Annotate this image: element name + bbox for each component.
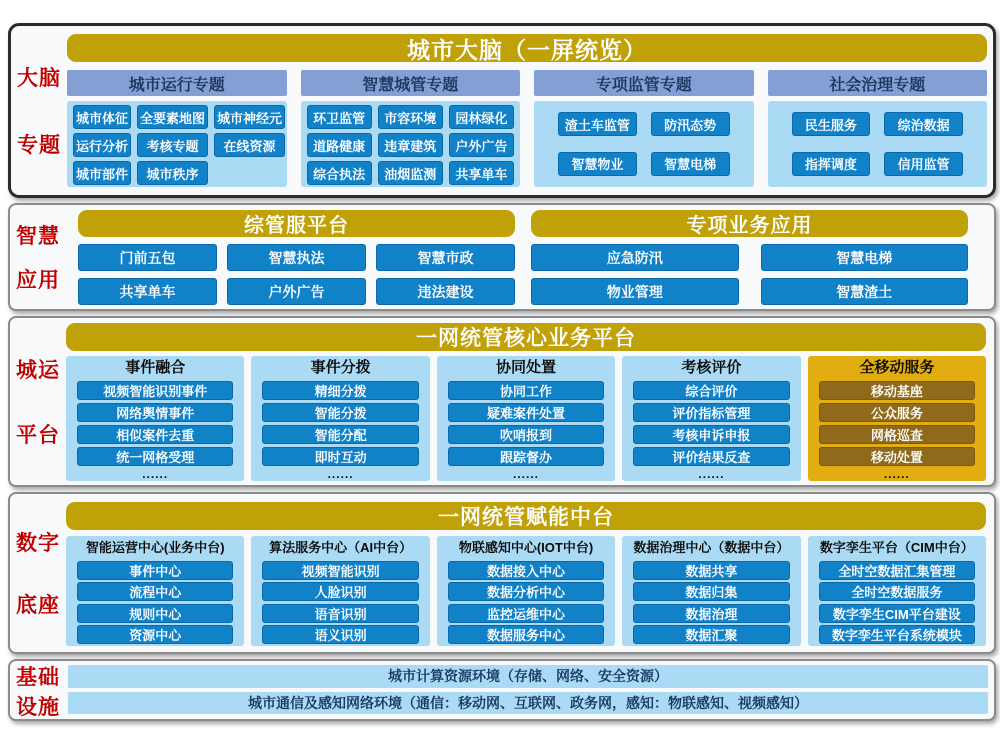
ops-column bbox=[66, 356, 244, 481]
digital-column-header: 数据治理中心（数据中台） bbox=[633, 540, 790, 555]
topic-column-header: 专项监管专题 bbox=[534, 70, 754, 96]
ops-button[interactable]: 评价指标管理 bbox=[633, 403, 789, 422]
more-items-dots: ...... bbox=[513, 467, 540, 481]
section-label-line: 大脑 bbox=[17, 67, 61, 91]
label-smart-apps bbox=[10, 205, 66, 309]
app-group bbox=[78, 210, 515, 305]
topic-button-panel bbox=[768, 101, 988, 187]
topic-button[interactable]: 共享单车 bbox=[449, 161, 514, 185]
digital-column-header: 数字孪生平台（CIM中台） bbox=[819, 540, 974, 555]
app-button-grid bbox=[78, 244, 515, 305]
topic-button[interactable]: 油烟监测 bbox=[378, 161, 443, 185]
digital-columns bbox=[66, 536, 986, 646]
ops-button[interactable]: 考核申诉申报 bbox=[633, 425, 789, 444]
topic-column bbox=[768, 70, 988, 187]
city-ops-title-bar: 一网统管核心业务平台 bbox=[66, 323, 986, 351]
digital-button[interactable]: 数据共享 bbox=[633, 561, 789, 580]
section-label-line: 智慧 bbox=[16, 224, 60, 248]
digital-button[interactable]: 数据接入中心 bbox=[448, 561, 604, 580]
digital-column bbox=[437, 536, 615, 646]
ops-column bbox=[251, 356, 429, 481]
topic-button[interactable]: 违章建筑 bbox=[378, 133, 443, 157]
topic-button[interactable]: 城市神经元 bbox=[214, 105, 285, 129]
digital-column bbox=[66, 536, 244, 646]
ops-column-header: 协同处置 bbox=[496, 359, 557, 376]
ops-button[interactable]: 网络舆情事件 bbox=[77, 403, 233, 422]
topic-button-panel bbox=[534, 101, 754, 187]
app-button[interactable]: 物业管理 bbox=[531, 278, 739, 305]
section-digital-base bbox=[8, 492, 996, 654]
app-group-title-bar: 专项业务应用 bbox=[531, 210, 968, 237]
section-label-line: 专题 bbox=[17, 133, 61, 157]
topic-button[interactable]: 全要素地图 bbox=[137, 105, 208, 129]
topic-column-header: 城市运行专题 bbox=[67, 70, 287, 96]
ops-button[interactable]: 精细分拨 bbox=[262, 381, 418, 400]
digital-button-list bbox=[77, 558, 233, 643]
app-button[interactable]: 共享单车 bbox=[78, 278, 217, 305]
more-items-dots: ...... bbox=[327, 467, 354, 481]
digital-base-body bbox=[66, 494, 994, 652]
digital-column bbox=[622, 536, 800, 646]
digital-column-header: 物联感知中心(IOT中台) bbox=[458, 540, 594, 555]
app-button[interactable]: 智慧渣土 bbox=[761, 278, 969, 305]
app-button[interactable]: 智慧电梯 bbox=[761, 244, 969, 271]
digital-button[interactable]: 视频智能识别 bbox=[262, 561, 418, 580]
topic-button[interactable]: 信用监管 bbox=[884, 152, 963, 176]
ops-column-header: 考核评价 bbox=[681, 359, 742, 376]
topic-button[interactable]: 在线资源 bbox=[214, 133, 285, 157]
digital-button[interactable]: 事件中心 bbox=[77, 561, 233, 580]
ops-column-header: 全移动服务 bbox=[859, 359, 935, 376]
topic-button[interactable]: 民生服务 bbox=[792, 112, 871, 136]
ops-button[interactable]: 智能分拨 bbox=[262, 403, 418, 422]
topic-button[interactable]: 综合执法 bbox=[307, 161, 372, 185]
city-brain-body bbox=[67, 26, 993, 195]
label-infrastructure bbox=[10, 661, 66, 719]
topic-column bbox=[67, 70, 287, 187]
digital-button[interactable]: 监控运维中心 bbox=[448, 604, 604, 623]
more-items-dots: ...... bbox=[698, 467, 725, 481]
digital-button[interactable]: 规则中心 bbox=[77, 604, 233, 623]
ops-button[interactable]: 智能分配 bbox=[262, 425, 418, 444]
ops-columns bbox=[66, 356, 986, 481]
topic-column-header: 智慧城管专题 bbox=[301, 70, 521, 96]
topic-button[interactable]: 城市体征 bbox=[73, 105, 131, 129]
ops-button[interactable]: 综合评价 bbox=[633, 381, 789, 400]
digital-button[interactable]: 流程中心 bbox=[77, 582, 233, 601]
topic-button[interactable]: 智慧电梯 bbox=[651, 152, 730, 176]
digital-button[interactable]: 语音识别 bbox=[262, 604, 418, 623]
more-items-dots: ...... bbox=[883, 467, 910, 481]
app-button[interactable]: 违法建设 bbox=[376, 278, 515, 305]
digital-button-list bbox=[262, 558, 418, 643]
ops-button-list bbox=[819, 378, 975, 468]
digital-button[interactable]: 数据汇聚 bbox=[633, 625, 789, 644]
section-label-line: 设施 bbox=[16, 696, 60, 719]
ops-button[interactable]: 视频智能识别事件 bbox=[77, 381, 233, 400]
infrastructure-body bbox=[66, 661, 994, 719]
section-label-line: 城运 bbox=[16, 358, 60, 382]
app-button[interactable]: 智慧执法 bbox=[227, 244, 366, 271]
ops-button-list bbox=[448, 378, 604, 468]
ops-button[interactable]: 统一网格受理 bbox=[77, 447, 233, 466]
topic-button[interactable]: 渣土车监管 bbox=[558, 112, 637, 136]
section-label-line: 数字 bbox=[16, 531, 60, 555]
ops-button[interactable]: 评价结果反查 bbox=[633, 447, 789, 466]
city-brain-title-bar: 城市大脑（一屏统览） bbox=[67, 34, 987, 62]
app-group-title-bar: 综管服平台 bbox=[78, 210, 515, 237]
digital-button[interactable]: 数字孪生CIM平台建设 bbox=[819, 604, 975, 623]
section-infrastructure bbox=[8, 659, 996, 721]
ops-button[interactable]: 移动处置 bbox=[819, 447, 975, 466]
topic-button[interactable]: 城市秩序 bbox=[137, 161, 208, 185]
topic-button[interactable]: 运行分析 bbox=[73, 133, 131, 157]
smart-apps-body bbox=[66, 205, 994, 309]
topic-button-panel bbox=[67, 101, 287, 187]
infrastructure-bar: 城市通信及感知网络环境（通信：移动网、互联网、政务网，感知：物联感知、视频感知） bbox=[68, 692, 988, 715]
digital-button[interactable]: 数据分析中心 bbox=[448, 582, 604, 601]
ops-button-list bbox=[633, 378, 789, 468]
topic-button-panel bbox=[301, 101, 521, 187]
ops-button[interactable]: 协同工作 bbox=[448, 381, 604, 400]
topic-button[interactable]: 综治数据 bbox=[884, 112, 963, 136]
topic-button[interactable]: 考核专题 bbox=[137, 133, 208, 157]
section-smart-apps bbox=[8, 203, 996, 311]
digital-button[interactable]: 数据服务中心 bbox=[448, 625, 604, 644]
ops-column bbox=[622, 356, 800, 481]
topic-column bbox=[301, 70, 521, 187]
topic-column bbox=[534, 70, 754, 187]
app-button[interactable]: 智慧市政 bbox=[376, 244, 515, 271]
topic-button[interactable]: 环卫监管 bbox=[307, 105, 372, 129]
section-label-line: 底座 bbox=[16, 594, 60, 618]
digital-button[interactable]: 全时空数据汇集管理 bbox=[819, 561, 975, 580]
digital-column bbox=[808, 536, 986, 646]
topic-button[interactable]: 户外广告 bbox=[449, 133, 514, 157]
topic-button[interactable]: 道路健康 bbox=[307, 133, 372, 157]
digital-button-list bbox=[448, 558, 604, 643]
label-city-ops bbox=[10, 318, 66, 485]
digital-button-list bbox=[819, 558, 975, 643]
topic-column-header: 社会治理专题 bbox=[768, 70, 988, 96]
ops-column-header: 事件分拨 bbox=[310, 359, 371, 376]
digital-column-header: 算法服务中心（AI中台） bbox=[269, 540, 413, 555]
topic-button[interactable]: 智慧物业 bbox=[558, 152, 637, 176]
ops-button[interactable]: 吹哨报到 bbox=[448, 425, 604, 444]
infrastructure-bar: 城市计算资源环境（存储、网络、安全资源） bbox=[68, 665, 988, 688]
digital-button[interactable]: 数据归集 bbox=[633, 582, 789, 601]
topic-button[interactable]: 防汛态势 bbox=[651, 112, 730, 136]
digital-button[interactable]: 数据治理 bbox=[633, 604, 789, 623]
ops-button-list bbox=[77, 378, 233, 468]
app-button[interactable]: 户外广告 bbox=[227, 278, 366, 305]
city-ops-body bbox=[66, 318, 994, 485]
topic-button[interactable]: 市容环境 bbox=[378, 105, 443, 129]
label-city-brain bbox=[11, 26, 67, 195]
digital-button[interactable]: 语义识别 bbox=[262, 625, 418, 644]
app-groups-row bbox=[78, 210, 968, 305]
digital-button-list bbox=[633, 558, 789, 643]
ops-column bbox=[437, 356, 615, 481]
ops-column bbox=[808, 356, 986, 481]
app-button[interactable]: 门前五包 bbox=[78, 244, 217, 271]
app-group bbox=[531, 210, 968, 305]
section-label-line: 平台 bbox=[16, 424, 60, 448]
ops-button[interactable]: 公众服务 bbox=[819, 403, 975, 422]
label-digital-base bbox=[10, 494, 66, 652]
more-items-dots: ...... bbox=[142, 467, 169, 481]
app-button[interactable]: 应急防汛 bbox=[531, 244, 739, 271]
ops-button[interactable]: 网格巡查 bbox=[819, 425, 975, 444]
digital-button[interactable]: 数字孪生平台系统模块 bbox=[819, 625, 975, 644]
digital-button[interactable]: 人脸识别 bbox=[262, 582, 418, 601]
section-label-line: 基础 bbox=[16, 666, 60, 689]
brain-topic-columns bbox=[67, 70, 987, 187]
digital-base-title-bar: 一网统管赋能中台 bbox=[66, 502, 986, 530]
ops-column-header: 事件融合 bbox=[125, 359, 186, 376]
topic-button[interactable]: 城市部件 bbox=[73, 161, 131, 185]
ops-button[interactable]: 相似案件去重 bbox=[77, 425, 233, 444]
digital-button[interactable]: 资源中心 bbox=[77, 625, 233, 644]
topic-button[interactable]: 园林绿化 bbox=[449, 105, 514, 129]
ops-button-list bbox=[262, 378, 418, 468]
digital-button[interactable]: 全时空数据服务 bbox=[819, 582, 975, 601]
section-city-ops-platform bbox=[8, 316, 996, 487]
ops-button[interactable]: 移动基座 bbox=[819, 381, 975, 400]
topic-button[interactable]: 指挥调度 bbox=[792, 152, 871, 176]
ops-button[interactable]: 疑难案件处置 bbox=[448, 403, 604, 422]
section-city-brain bbox=[8, 23, 996, 198]
digital-column bbox=[251, 536, 429, 646]
digital-column-header: 智能运营中心(业务中台) bbox=[85, 540, 225, 555]
section-label-line: 应用 bbox=[16, 269, 60, 293]
app-button-grid bbox=[531, 244, 968, 305]
ops-button[interactable]: 即时互动 bbox=[262, 447, 418, 466]
ops-button[interactable]: 跟踪督办 bbox=[448, 447, 604, 466]
